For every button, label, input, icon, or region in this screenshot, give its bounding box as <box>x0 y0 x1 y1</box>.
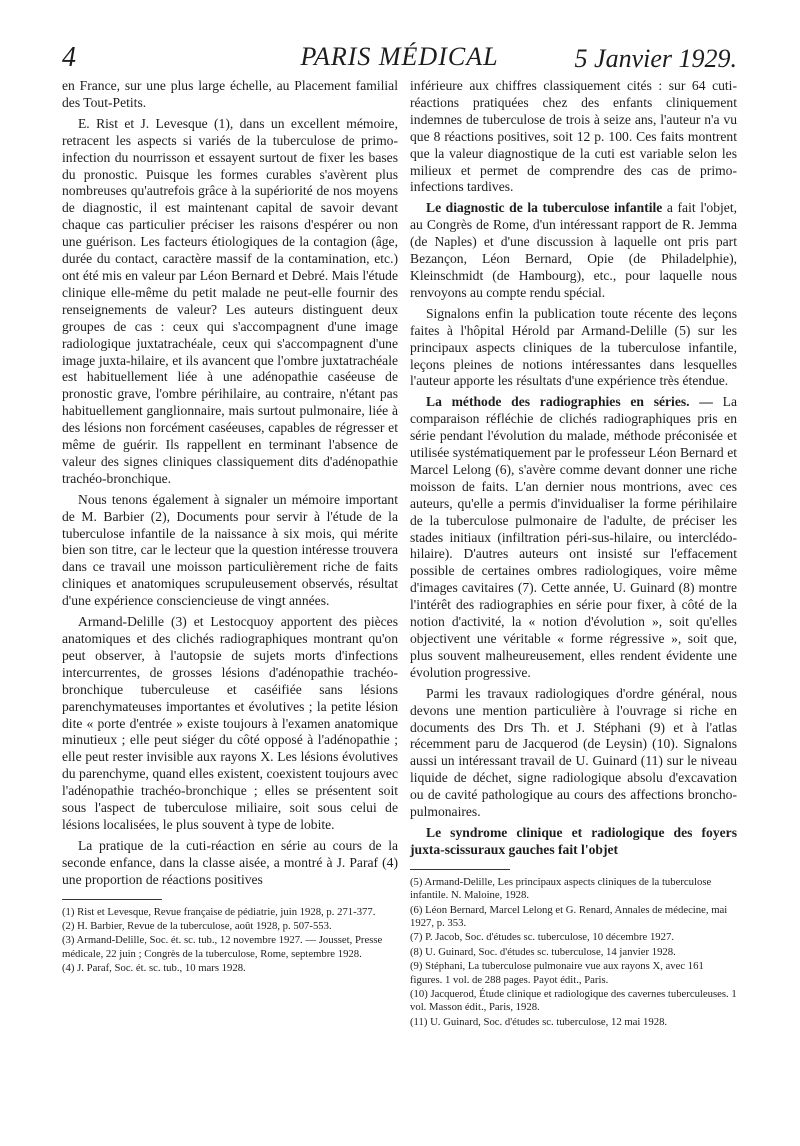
section-heading: Le syndrome clinique et radiologique des foyers juxta-scissuraux gauches fait l'objet <box>410 824 737 857</box>
footnote: (11) U. Guinard, Soc. d'études sc. tuberculose, 12 mai 1928. <box>410 1015 668 1028</box>
footnote: (6) Léon Bernard, Marcel Lelong et G. Renard, Annales de médecine, mai 1927, p. 353. <box>410 903 728 929</box>
paragraph: en France, sur une plus large échelle, au Placement familial des Tout-Petits. <box>62 78 398 110</box>
footnote: (7) P. Jacob, Soc. d'études sc. tuberculose, 10 décembre 1927. <box>410 931 674 944</box>
paragraph: Parmi les travaux radiologiques d'ordre général, nous devons une mention particulière à l'ouvrage si riche en documents des Drs Th. et J. Stéphani (9) et à l'atlas récemment paru de Jacquerod (de Leysin) (10). Signalons aussi un intéressant travail de U. Guinard (11) sur le niveau liquide de déchet, signe radiologique absolu d'excavation ou de cavité pathologique au cours des affections broncho-pulmonaires. <box>410 685 737 820</box>
paragraph: Nous tenons également à signaler un mémoire important de M. Barbier (2), Documents pour servir à l'étude de la tuberculose infantile de la naissance à six mois, qui mérite bien son titre, car le lecteur que la question intéresse trouvera dans ce travail une moisson particulièrement riche de faits cliniques et anatomiques scrupuleusement observés, résultat d'une expérience consciencieuse de vingt années. <box>62 491 398 609</box>
paragraph <box>410 394 737 681</box>
paragraph-text: a fait l'objet, au Congrès de Rome, d'un intéressant rapport de R. Jemma (de Naples) et d'une discussion à laquelle ont pris part Bezançon, Léon Bernard, Opie (de Philadelphie), Kleinschmidt (de Hambourg), etc., pour laquelle nous renvoyons au compte rendu spécial. <box>410 200 737 300</box>
footnote: (5) Armand-Delille, Les principaux aspects cliniques de la tuberculose infantile. N. Maloine, 1928. <box>410 875 712 902</box>
footnotes <box>62 899 398 976</box>
section-heading: La méthode des radiographies en séries. — <box>426 394 713 410</box>
paragraph-text: La comparaison réfléchie de clichés radiographiques pris en série pendant l'évolution du malade, méthode préconisée et utilisée systématiquement par le professeur Léon Bernard et Marcel Lelong (6), s'avère comme devant donner une riche moisson de faits. L'an dernier nous montrions, avec ces auteurs, qu'elle a permis d'invidualiser la forme périhilaire de la tuberculose pulmonaire de l'adulte, de préciser les stades initiaux (infiltration péri-sus-hilaire, ou interclédo-hilaire). D'autres auteurs ont insisté sur l'effacement possible de certaines ombres radiologiques, voire même d'images cavitaires (7). Cette année, U. Guinard (8) montre l'intérêt des radiographies en série pour fixer, à côté de la notion d'activité, la « notion d'évolution », soit qu'elles objectivent une véritable « forme régressive », soit que, plus souvent malheureusement, elles rendent évidente une évolution progressive. <box>410 394 737 680</box>
footnotes <box>410 869 737 1029</box>
page-header <box>62 36 737 80</box>
footnote: (2) H. Barbier, Revue de la tuberculose, août 1928, p. 507-553. <box>62 920 332 932</box>
paragraph: E. Rist et J. Levesque (1), dans un excellent mémoire, retracent les aspects si variés de la tuberculose de primo-infection du nourrisson et essayent surtout de fixer les bases du pronostic. Puisque les formes curables s'avèrent plus nombreuses qu'autrefois grâce à la supériorité de nos moyens de diagnostic, il est maintenant capital de savoir devant chaque cas particulier préciser les raisons d'espérer ou non une guérison. Les facteurs étiologiques de la contagion (âge, durée du contact, caractère massif de la contamination, etc.) ont été mis en valeur par Léon Bernard et Debré. Mais l'étude clinique elle-même du petit malade ne peut-elle fournir des renseignements de valeur? Les auteurs distinguent deux groupes de cas : ceux qui s'accompagnent d'une image radiologique juxtatrachéale, ceux qui s'accompagnent d'une image juxta-hilaire, et ils avancent que l'ombre juxtatrachéale est habituellement liée à une adénopathie caséeuse de pronostic grave, l'ombre périhilaire, au contraire, n'étant pas habituellement ganglionnaire, mais surtout pulmonaire, liée à des lésions non forcément caséeuses, capables de régresser et même de guérir. Ils rappellent en terminant l'absence de valeur des signes cliniques classiquement dits d'adénopathie trachéo-bronchique. <box>62 115 398 486</box>
paragraph <box>410 200 737 301</box>
footnote: (4) J. Paraf, Soc. ét. sc. tub., 10 mars 1928. <box>62 962 246 975</box>
page-number: 4 <box>62 42 76 73</box>
paragraph: inférieure aux chiffres classiquement cités : sur 64 cuti-réactions pratiquées chez des enfants cliniquement indemnes de tuberculose de trois à seize ans, l'auteur n'a vu que 8 réactions positives, soit 12 p. 100. Ces faits montrent que la valeur diagnostique de la cuti est variable selon les milieux et permet de comprendre des cas de primo-infections tardives. <box>410 78 737 195</box>
section-heading: Le diagnostic de la tuberculose infantile <box>426 200 663 216</box>
footnote: (1) Rist et Levesque, Revue française de pédiatrie, juin 1928, p. 271-377. <box>62 905 376 918</box>
paragraph: La pratique de la cuti-réaction en série au cours de la seconde enfance, dans la classe aisée, a montré à J. Paraf (4) une proportion de réactions positives <box>62 837 398 887</box>
right-column <box>410 78 737 1030</box>
paragraph: Signalons enfin la publication toute récente des leçons faites à l'hôpital Hérold par Armand-Delille (5) sur les principaux aspects cliniques de la tuberculose infantile, leçons pleines de notions intéressantes dans lesquelles l'auteur apporte les résultats d'une expérience très étendue. <box>410 305 737 389</box>
issue-date: 5 Janvier 1929. <box>574 44 737 73</box>
footnote-rule <box>410 869 510 870</box>
footnote: (3) Armand-Delille, Soc. ét. sc. tub., 12 novembre 1927. — Jousset, Presse médicale, 22 juin ; Congrès de la tuberculose, Rome, septembre 1928. <box>62 934 383 960</box>
left-column <box>62 78 398 977</box>
footnote-rule <box>62 899 162 900</box>
paragraph: Armand-Delille (3) et Lestocquoy apportent des pièces anatomiques et des clichés radiographiques montrant qu'on peut observer, à l'autopsie de sujets morts d'infections intercurrentes, de grosses lésions d'adénopathie trachéo-bronchique tuberculeuse et caséifiée sans lésions parenchymateuses importantes et évolutives ; la petite lésion dite « porte d'entrée » existe toujours à l'examen anatomique minutieux ; elle peut siéger du côté opposé à l'adénopathie ; elle peut rester invisible aux rayons X. Les lésions évolutives du parenchyme, quand elles existent, coexistent toujours avec l'adénopathie trachéo-bronchique ; elles se présentent soit sous l'aspect de tuberculose miliaire, soit sous celui de lésions localisées, le plus souvent à type de lobite. <box>62 614 398 832</box>
footnote: (8) U. Guinard, Soc. d'études sc. tuberculose, 14 janvier 1928. <box>410 945 676 958</box>
footnote: (9) Stéphani, La tuberculose pulmonaire vue aux rayons X, avec 161 figures. 1 vol. de 288 pages. Payot édit., Paris. <box>410 960 704 986</box>
journal-title: PARIS MÉDICAL <box>300 42 499 71</box>
footnote: (10) Jacquerod, Étude clinique et radiologique des cavernes tuberculeuses. 1 vol. Masson édit., Paris, 1928. <box>410 988 737 1014</box>
